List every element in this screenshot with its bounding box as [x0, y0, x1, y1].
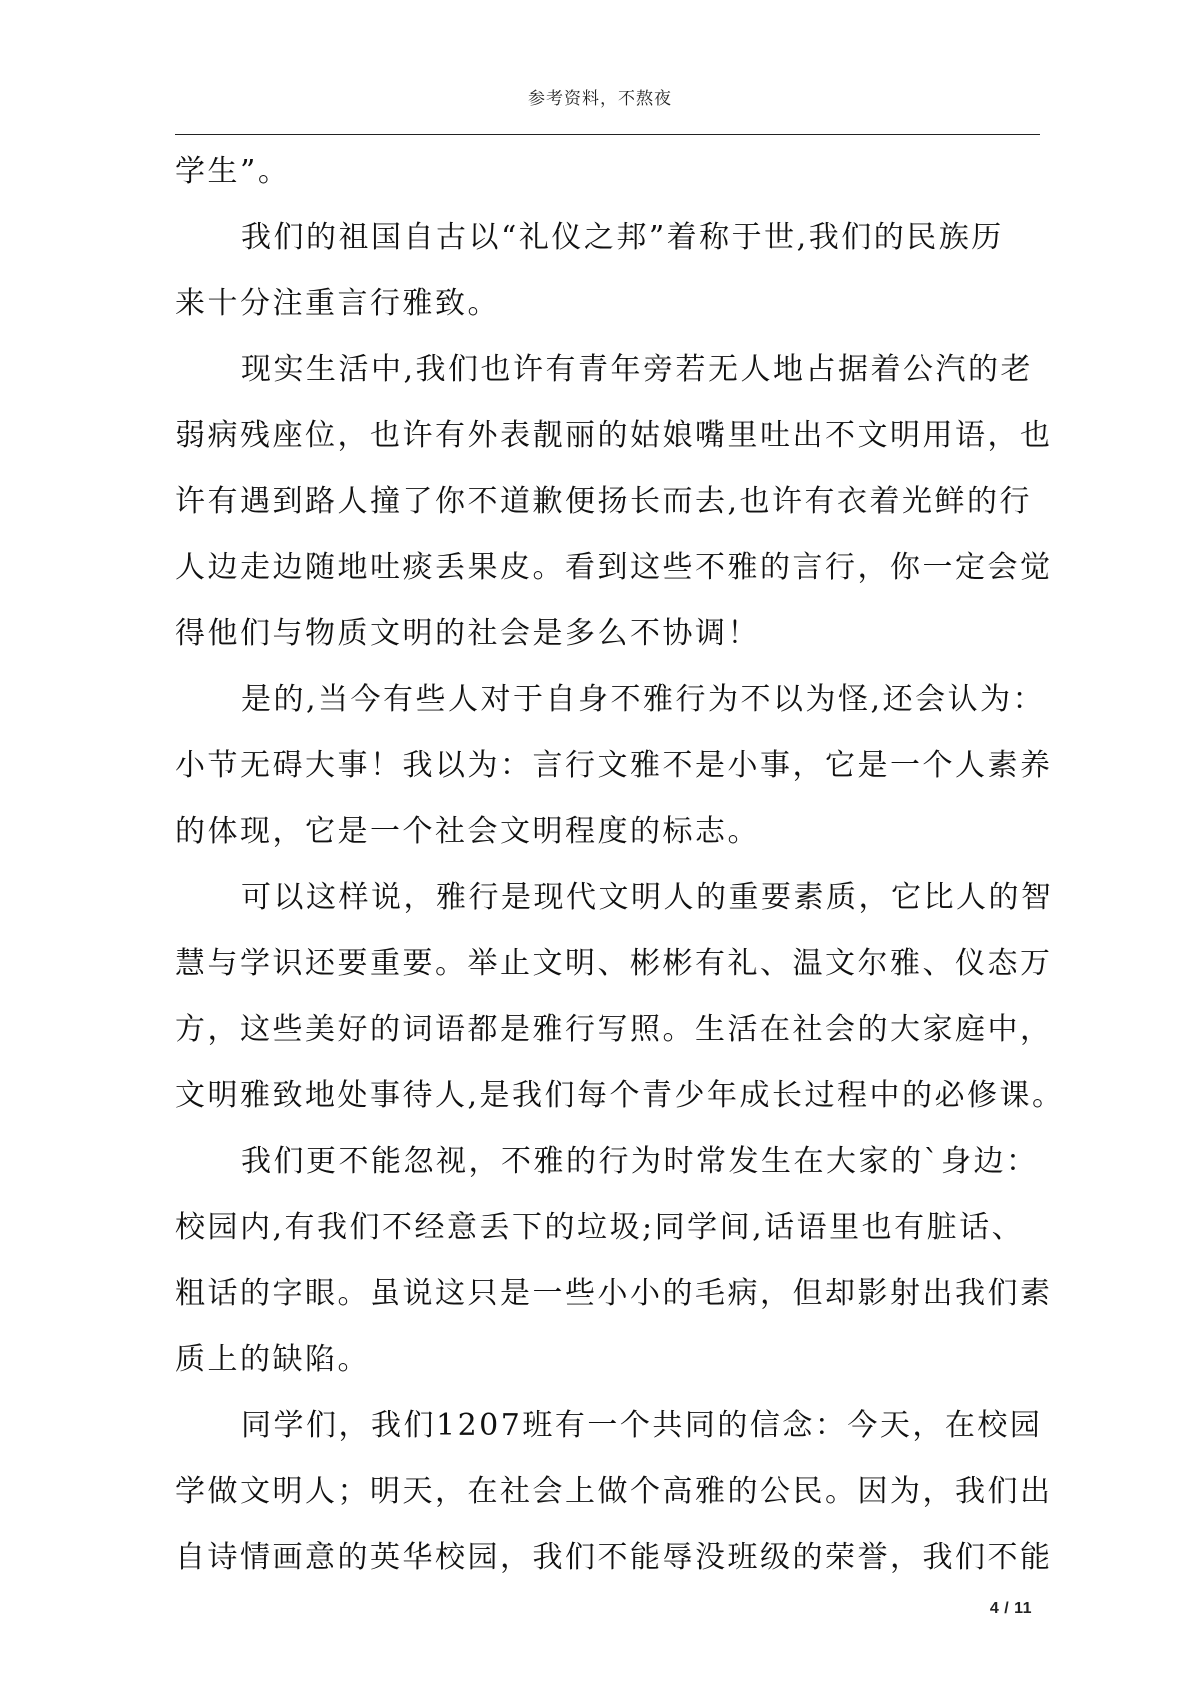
text-line-19: 质上的缺陷。 — [175, 1342, 370, 1377]
text-line-20: 同学们，我们1207班有一个共同的信念：今天，在校园 — [241, 1408, 1043, 1443]
page-number: 4 / 11 — [989, 1600, 1032, 1617]
text-line-10: 小节无碍大事！我以为：言行文雅不是小事，它是一个人素养 — [175, 748, 1053, 783]
text-line-6: 许有遇到路人撞了你不道歉便扬长而去,也许有衣着光鲜的行 — [175, 484, 1033, 519]
text-line-3: 来十分注重言行雅致。 — [175, 286, 500, 321]
text-line-1: 学生”。 — [175, 154, 291, 189]
text-line-2: 我们的祖国自古以“礼仪之邦”着称于世,我们的民族历 — [241, 220, 1004, 255]
text-line-5: 弱病残座位，也许有外表靓丽的姑娘嘴里吐出不文明用语，也 — [175, 418, 1053, 453]
text-line-8: 得他们与物质文明的社会是多么不协调！ — [175, 616, 760, 651]
text-line-13: 慧与学识还要重要。举止文明、彬彬有礼、温文尔雅、仪态万 — [175, 946, 1053, 981]
page-header: 参考资料，不熬夜 — [528, 89, 672, 109]
text-line-12: 可以这样说，雅行是现代文明人的重要素质，它比人的智 — [241, 880, 1054, 915]
text-line-22: 自诗情画意的英华校园，我们不能辱没班级的荣誉，我们不能 — [175, 1540, 1053, 1575]
text-line-11: 的体现，它是一个社会文明程度的标志。 — [175, 814, 760, 849]
text-line-14: 方，这些美好的词语都是雅行写照。生活在社会的大家庭中， — [175, 1012, 1053, 1047]
document-body — [175, 139, 1065, 1591]
text-line-7: 人边走边随地吐痰丢果皮。看到这些不雅的言行，你一定会觉 — [175, 550, 1053, 585]
text-line-16: 我们更不能忽视，不雅的行为时常发生在大家的`身边： — [241, 1144, 1039, 1179]
text-line-21: 学做文明人；明天，在社会上做个高雅的公民。因为，我们出 — [175, 1474, 1053, 1509]
text-line-18: 粗话的字眼。虽说这只是一些小小的毛病，但却影射出我们素 — [175, 1276, 1053, 1311]
text-line-4: 现实生活中,我们也许有青年旁若无人地占据着公汽的老 — [241, 352, 1034, 387]
text-line-9: 是的,当今有些人对于自身不雅行为不以为怪,还会认为： — [241, 682, 1046, 717]
text-line-15: 文明雅致地处事待人,是我们每个青少年成长过程中的必修课。 — [175, 1078, 1065, 1113]
text-line-17: 校园内,有我们不经意丢下的垃圾;同学间,话语里也有脏话、 — [175, 1210, 1025, 1245]
header-divider — [175, 134, 1040, 135]
